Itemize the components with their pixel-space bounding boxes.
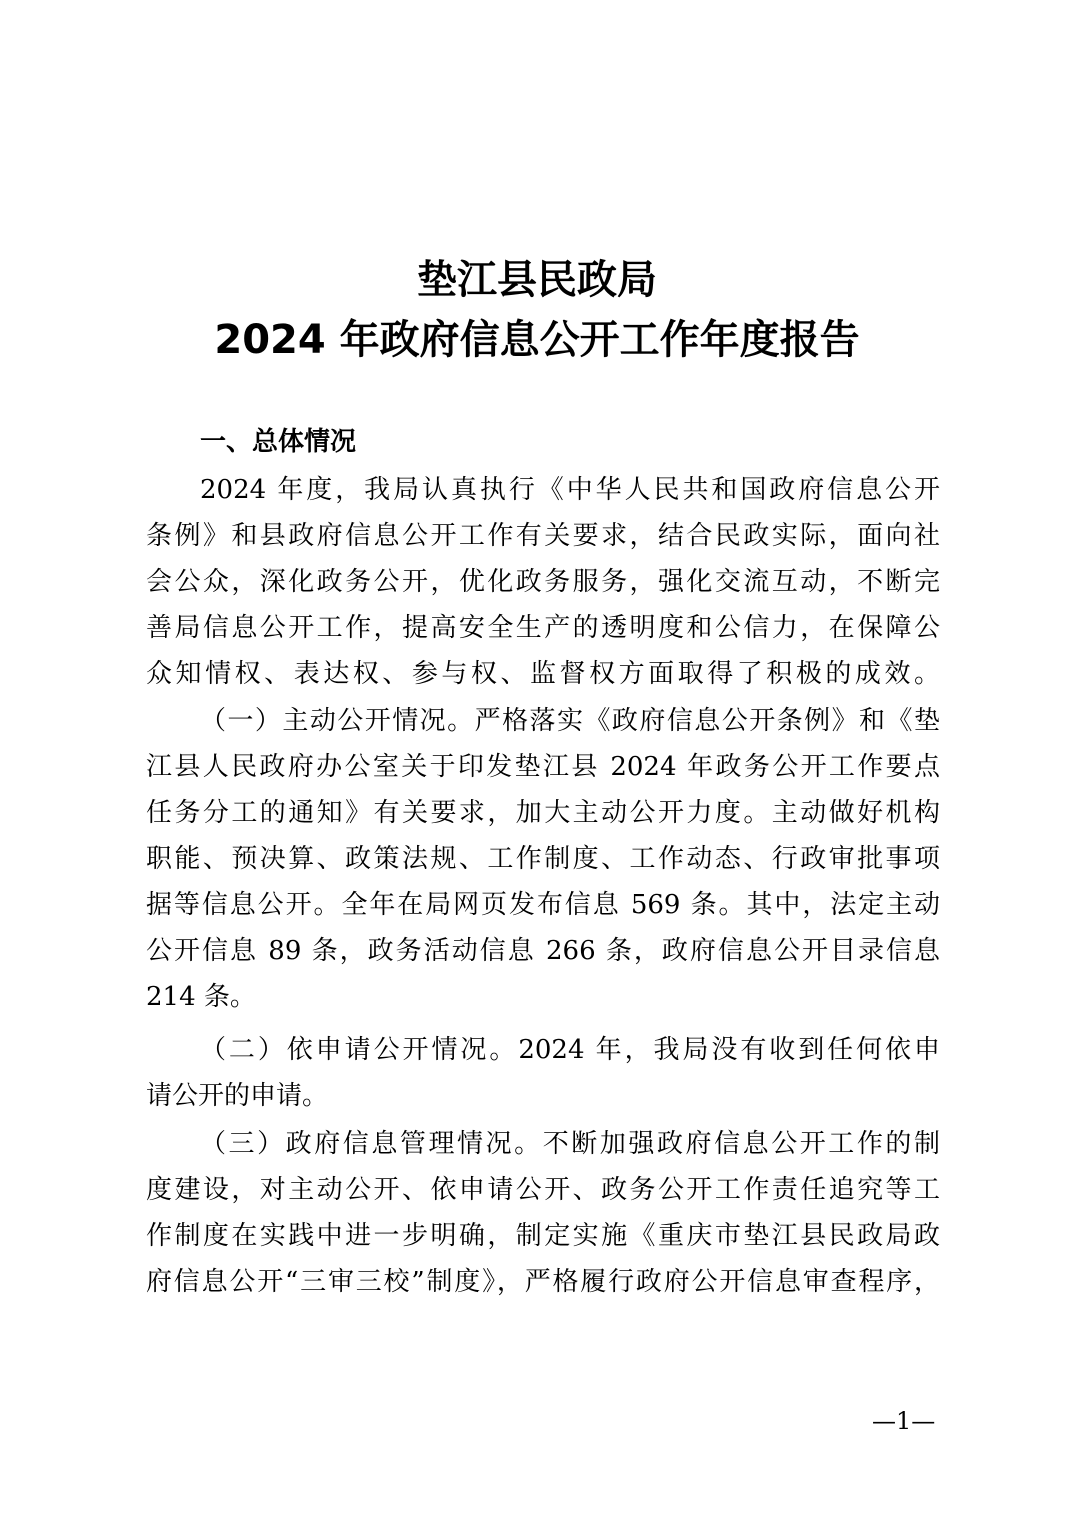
para2-heading: （一）主动公开情况。 (200, 706, 475, 736)
para2-line5: 据等信息公开。全年在局网页发布信息 569 条。其中，法定主动 (146, 890, 940, 920)
para4-line2: 度建设，对主动公开、依申请公开、政务公开工作责任追究等工 (146, 1175, 940, 1205)
para4-line1-text: 不断加强政府信息公开工作的制 (542, 1129, 940, 1159)
para2-line4: 职能、预决算、政策法规、工作制度、工作动态、行政审批事项 (146, 844, 940, 874)
para2-line1-text: 严格落实《政府信息公开条例》和《垫 (474, 706, 940, 736)
section1-heading: 一、总体情况 (200, 427, 357, 457)
para3-line2: 请公开的申请。 (146, 1081, 329, 1111)
para1-line1: 2024 年度，我局认真执行《中华人民共和国政府信息公开 (200, 475, 940, 505)
para2-line6: 公开信息 89 条，政务活动信息 266 条，政府信息公开目录信息 (146, 936, 940, 966)
para2-line7: 214 条。 (146, 982, 256, 1012)
para1-line5: 众知情权、表达权、参与权、监督权方面取得了积极的成效。 (146, 659, 940, 689)
document-title-line2: 2024 年政府信息公开工作年度报告 (214, 317, 860, 363)
para1-line2: 条例》和县政府信息公开工作有关要求，结合民政实际，面向社 (146, 521, 940, 551)
para4-heading: （三）政府信息管理情况。 (200, 1129, 543, 1159)
para4-line1 (200, 1126, 940, 1162)
para4-line4: 府信息公开“三审三校”制度》，严格履行政府公开信息审查程序， (146, 1267, 940, 1297)
para1-line4: 善局信息公开工作，提高安全生产的透明度和公信力，在保障公 (146, 613, 940, 643)
para3-line1-text: 2024 年，我局没有收到任何依申 (518, 1035, 940, 1065)
para2-line1 (200, 703, 940, 739)
document-title-line1: 垫江县民政局 (417, 257, 657, 303)
para2-line2: 江县人民政府办公室关于印发垫江县 2024 年政务公开工作要点 (146, 752, 940, 782)
para3-heading: （二）依申请公开情况。 (200, 1035, 519, 1065)
para1-line3: 会公众，深化政务公开，优化政务服务，强化交流互动，不断完 (146, 567, 940, 597)
para4-line3: 作制度在实践中进一步明确，制定实施《重庆市垫江县民政局政 (146, 1221, 940, 1251)
para2-line3: 任务分工的通知》有关要求，加大主动公开力度。主动做好机构 (146, 798, 940, 828)
para3-line1 (200, 1032, 940, 1068)
page-number: —1— (872, 1407, 936, 1435)
